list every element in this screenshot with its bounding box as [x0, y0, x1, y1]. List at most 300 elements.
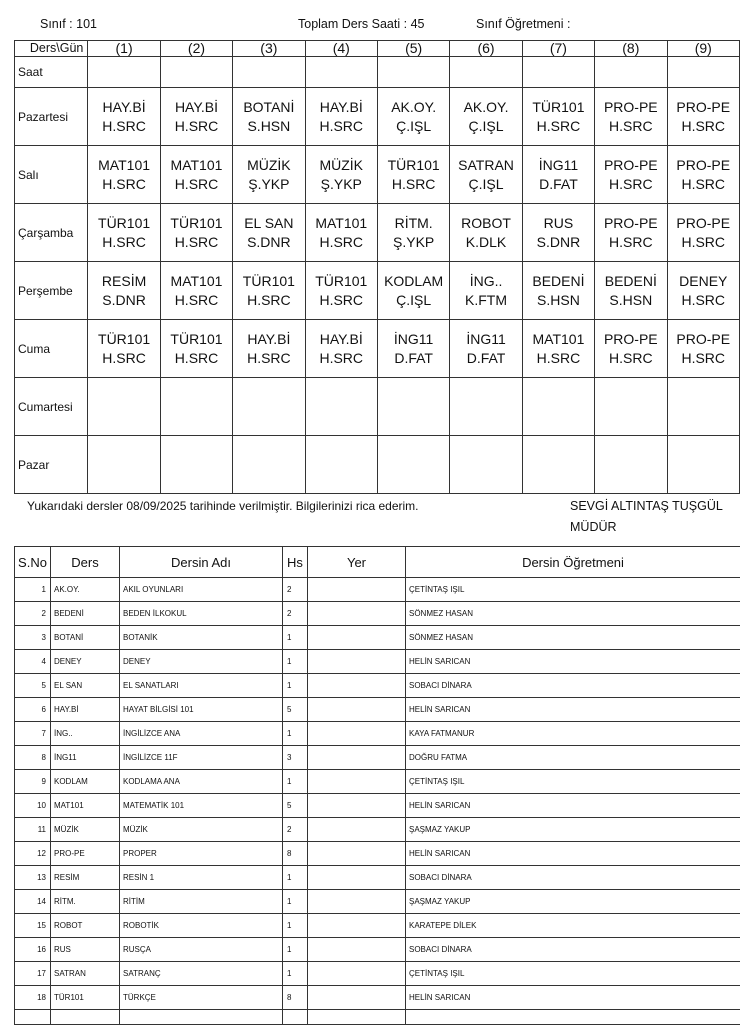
lesson-cell	[595, 378, 667, 436]
lesson-code: PRO-PE	[603, 98, 658, 115]
lesson-teacher-code: H.SRC	[102, 117, 146, 134]
lesson-cell	[88, 204, 160, 262]
row-name: İNGİLİZCE ANA	[120, 722, 283, 746]
lesson-cell	[522, 378, 594, 436]
lesson-cell	[377, 204, 449, 262]
empty-cell	[15, 1010, 51, 1025]
lesson-teacher-code: H.SRC	[319, 291, 364, 308]
row-code: EL SAN	[51, 674, 120, 698]
empty-cell	[308, 1010, 406, 1025]
day-label: Çarşamba	[15, 204, 88, 262]
class-teacher-info	[476, 17, 570, 31]
row-teacher: ÇETİNTAŞ IŞIL	[406, 962, 740, 986]
lesson-cell	[595, 88, 667, 146]
lesson-cell	[667, 320, 739, 378]
period-header: (4)	[305, 41, 377, 57]
hour-cell	[595, 57, 667, 88]
day-label: Salı	[15, 146, 88, 204]
col-header-teacher: Dersin Öğretmeni	[406, 547, 740, 578]
day-row	[15, 262, 740, 320]
lesson-cell	[160, 146, 232, 204]
row-number: 6	[15, 698, 51, 722]
lesson-cell	[233, 146, 305, 204]
lesson-cell	[522, 262, 594, 320]
class-teacher-label: Sınıf Öğretmeni :	[476, 17, 571, 31]
row-place	[308, 962, 406, 986]
period-header: (8)	[595, 41, 667, 57]
hour-row	[15, 57, 740, 88]
lesson-cell	[450, 436, 522, 494]
lesson-cell	[377, 146, 449, 204]
lesson-code: PRO-PE	[603, 214, 658, 231]
hour-label: Saat	[15, 57, 88, 88]
lesson-code: MAT101	[532, 330, 585, 347]
row-place	[308, 602, 406, 626]
total-hours-info	[298, 17, 424, 31]
day-label: Perşembe	[15, 262, 88, 320]
lesson-cell	[377, 320, 449, 378]
lesson-cell	[88, 436, 160, 494]
lesson-list-row	[15, 986, 740, 1010]
signature-title: MÜDÜR	[570, 520, 617, 534]
row-place	[308, 770, 406, 794]
row-number: 14	[15, 890, 51, 914]
lesson-teacher-code: Ç.IŞL	[396, 117, 432, 134]
class-value: 101	[76, 17, 97, 31]
lesson-teacher-code: S.DNR	[536, 233, 581, 250]
row-name: İNGİLİZCE 11F	[120, 746, 283, 770]
row-code: RİTM.	[51, 890, 120, 914]
lesson-code: PRO-PE	[603, 156, 658, 173]
lesson-cell	[595, 262, 667, 320]
lesson-code: KODLAM	[384, 272, 444, 289]
lesson-list-row	[15, 938, 740, 962]
lesson-teacher-code: D.FAT	[466, 349, 506, 366]
row-name: RUSÇA	[120, 938, 283, 962]
hour-cell	[377, 57, 449, 88]
lesson-cell	[88, 88, 160, 146]
row-name: PROPER	[120, 842, 283, 866]
lesson-teacher-code: H.SRC	[319, 117, 364, 134]
row-hours: 8	[283, 986, 308, 1010]
lesson-teacher-code: H.SRC	[247, 349, 291, 366]
lesson-list-row	[15, 650, 740, 674]
lesson-teacher-code: H.SRC	[681, 349, 726, 366]
lesson-code: MAT101	[170, 272, 223, 289]
corner-label: Ders\Gün	[15, 41, 88, 57]
row-code: RUS	[51, 938, 120, 962]
row-teacher: HELİN SARICAN	[406, 794, 740, 818]
lesson-code: HAY.Bİ	[247, 330, 291, 347]
lesson-list-row	[15, 890, 740, 914]
row-hours: 5	[283, 698, 308, 722]
lesson-code: PRO-PE	[676, 156, 731, 173]
class-info	[40, 17, 97, 31]
row-number: 10	[15, 794, 51, 818]
lesson-cell	[522, 88, 594, 146]
row-hours: 5	[283, 794, 308, 818]
row-code: DENEY	[51, 650, 120, 674]
row-name: ROBOTİK	[120, 914, 283, 938]
lesson-code: İNG11	[538, 156, 579, 173]
lesson-code: TÜR101	[170, 214, 223, 231]
row-hours: 2	[283, 578, 308, 602]
lesson-cell	[667, 262, 739, 320]
row-place	[308, 818, 406, 842]
row-code: İNG11	[51, 746, 120, 770]
lesson-teacher-code: H.SRC	[102, 175, 146, 192]
lesson-list-row	[15, 698, 740, 722]
lesson-cell	[377, 378, 449, 436]
hour-cell	[522, 57, 594, 88]
lesson-cell	[450, 262, 522, 320]
row-teacher: HELİN SARICAN	[406, 650, 740, 674]
lesson-teacher-code: H.SRC	[102, 349, 146, 366]
lesson-code: MÜZİK	[319, 156, 364, 173]
lesson-cell	[88, 262, 160, 320]
lesson-cell	[595, 320, 667, 378]
row-name: HAYAT BİLGİSİ 101	[120, 698, 283, 722]
lesson-cell	[522, 320, 594, 378]
row-code: ROBOT	[51, 914, 120, 938]
row-number: 15	[15, 914, 51, 938]
lesson-cell	[305, 88, 377, 146]
row-place	[308, 890, 406, 914]
lesson-teacher-code: H.SRC	[536, 349, 581, 366]
period-header: (7)	[522, 41, 594, 57]
lesson-teacher-code: H.SRC	[102, 233, 146, 250]
lesson-code: TÜR101	[315, 272, 368, 289]
lesson-cell	[667, 204, 739, 262]
lesson-cell	[522, 436, 594, 494]
lesson-cell	[305, 378, 377, 436]
lesson-cell	[450, 378, 522, 436]
row-code: RESİM	[51, 866, 120, 890]
row-number: 11	[15, 818, 51, 842]
row-number: 16	[15, 938, 51, 962]
lesson-cell	[450, 146, 522, 204]
lesson-list-header-row	[15, 547, 740, 578]
row-name: EL SANATLARI	[120, 674, 283, 698]
row-number: 12	[15, 842, 51, 866]
row-teacher: SOBACI DİNARA	[406, 866, 740, 890]
day-row	[15, 436, 740, 494]
lesson-teacher-code: Ş.YKP	[393, 233, 435, 250]
lesson-teacher-code: H.SRC	[174, 233, 219, 250]
lesson-cell	[88, 320, 160, 378]
lesson-cell	[305, 436, 377, 494]
lesson-code: RUS	[543, 214, 574, 231]
row-teacher: ÇETİNTAŞ IŞIL	[406, 578, 740, 602]
lesson-code: HAY.Bİ	[319, 330, 363, 347]
lesson-cell	[305, 204, 377, 262]
row-number: 3	[15, 626, 51, 650]
row-number: 18	[15, 986, 51, 1010]
day-row	[15, 378, 740, 436]
period-header: (1)	[88, 41, 160, 57]
lesson-code: TÜR101	[98, 214, 151, 231]
class-label: Sınıf :	[40, 17, 73, 31]
row-number: 17	[15, 962, 51, 986]
lesson-teacher-code: D.FAT	[394, 349, 433, 366]
lesson-teacher-code: H.SRC	[174, 291, 219, 308]
lesson-code: PRO-PE	[603, 330, 658, 347]
row-name: DENEY	[120, 650, 283, 674]
weekly-schedule-table	[14, 40, 740, 494]
lesson-list-empty-row	[15, 1010, 740, 1025]
day-label: Pazartesi	[15, 88, 88, 146]
lesson-list-row	[15, 674, 740, 698]
row-hours: 1	[283, 962, 308, 986]
lesson-cell	[377, 436, 449, 494]
lesson-teacher-code: Ç.IŞL	[396, 291, 432, 308]
day-label: Cuma	[15, 320, 88, 378]
lesson-code: TÜR101	[170, 330, 223, 347]
hour-cell	[160, 57, 232, 88]
lesson-list-row	[15, 914, 740, 938]
row-name: TÜRKÇE	[120, 986, 283, 1010]
row-number: 5	[15, 674, 51, 698]
row-number: 8	[15, 746, 51, 770]
signature-name: SEVGİ ALTINTAŞ TUŞGÜL	[570, 499, 723, 513]
lesson-list-row	[15, 794, 740, 818]
row-place	[308, 866, 406, 890]
lesson-cell	[305, 320, 377, 378]
lesson-cell	[160, 378, 232, 436]
row-name: RİTİM	[120, 890, 283, 914]
lesson-code: BOTANİ	[243, 98, 295, 115]
lesson-code: EL SAN	[244, 214, 294, 231]
row-place	[308, 698, 406, 722]
row-code: İNG..	[51, 722, 120, 746]
lesson-list-row	[15, 602, 740, 626]
col-header-code: Ders	[51, 547, 120, 578]
hour-cell	[450, 57, 522, 88]
lesson-cell	[233, 320, 305, 378]
row-hours: 1	[283, 626, 308, 650]
hour-cell	[305, 57, 377, 88]
lesson-teacher-code: H.SRC	[681, 117, 726, 134]
lesson-teacher-code: H.SRC	[174, 117, 219, 134]
lesson-cell	[160, 88, 232, 146]
lesson-cell	[522, 204, 594, 262]
row-hours: 1	[283, 674, 308, 698]
lesson-code: TÜR101	[387, 156, 440, 173]
lesson-cell	[305, 146, 377, 204]
lesson-code: BEDENİ	[604, 272, 657, 289]
empty-cell	[283, 1010, 308, 1025]
row-place	[308, 746, 406, 770]
lesson-list-row	[15, 866, 740, 890]
lesson-cell	[160, 204, 232, 262]
row-teacher: SOBACI DİNARA	[406, 938, 740, 962]
schedule-note: Yukarıdaki dersler 08/09/2025 tarihinde verilmiştir. Bilgilerinizi rica ederim.	[27, 499, 419, 513]
lesson-teacher-code: Ç.IŞL	[468, 175, 504, 192]
row-hours: 3	[283, 746, 308, 770]
row-number: 4	[15, 650, 51, 674]
lesson-code: MAT101	[315, 214, 368, 231]
day-label: Cumartesi	[15, 378, 88, 436]
row-hours: 1	[283, 722, 308, 746]
row-place	[308, 842, 406, 866]
row-teacher: HELİN SARICAN	[406, 986, 740, 1010]
lesson-teacher-code: Ç.IŞL	[468, 117, 504, 134]
day-label: Pazar	[15, 436, 88, 494]
hour-cell	[88, 57, 160, 88]
lesson-teacher-code: H.SRC	[609, 117, 653, 134]
lesson-code: HAY.Bİ	[102, 98, 146, 115]
row-hours: 8	[283, 842, 308, 866]
period-header: (5)	[377, 41, 449, 57]
row-teacher: SÖNMEZ HASAN	[406, 602, 740, 626]
lesson-teacher-code: H.SRC	[391, 175, 436, 192]
lesson-teacher-code: H.SRC	[174, 349, 219, 366]
lesson-code: TÜR101	[532, 98, 585, 115]
lesson-list-row	[15, 842, 740, 866]
row-teacher: KAYA FATMANUR	[406, 722, 740, 746]
empty-cell	[51, 1010, 120, 1025]
lesson-code: TÜR101	[98, 330, 151, 347]
lesson-teacher-code: S.HSN	[537, 291, 580, 308]
row-teacher: KARATEPE DİLEK	[406, 914, 740, 938]
row-teacher: HELİN SARICAN	[406, 698, 740, 722]
lesson-cell	[233, 88, 305, 146]
lesson-cell	[667, 88, 739, 146]
period-header: (2)	[160, 41, 232, 57]
lesson-teacher-code: H.SRC	[609, 175, 653, 192]
row-name: BOTANİK	[120, 626, 283, 650]
lesson-code: MAT101	[170, 156, 223, 173]
lesson-teacher-code: S.DNR	[247, 233, 291, 250]
lesson-list-row	[15, 818, 740, 842]
row-place	[308, 914, 406, 938]
lesson-teacher-code: D.FAT	[539, 175, 578, 192]
lesson-code: BEDENİ	[532, 272, 585, 289]
day-row	[15, 204, 740, 262]
lesson-code: TÜR101	[242, 272, 295, 289]
row-place	[308, 986, 406, 1010]
row-name: SATRANÇ	[120, 962, 283, 986]
row-place	[308, 794, 406, 818]
col-header-name: Dersin Adı	[120, 547, 283, 578]
row-teacher: ŞAŞMAZ YAKUP	[406, 890, 740, 914]
lesson-teacher-code: H.SRC	[681, 291, 726, 308]
lesson-code: PRO-PE	[676, 330, 731, 347]
row-hours: 1	[283, 938, 308, 962]
lesson-list-row	[15, 746, 740, 770]
lesson-cell	[233, 262, 305, 320]
hour-cell	[667, 57, 739, 88]
lesson-cell	[595, 146, 667, 204]
lesson-cell	[667, 378, 739, 436]
lesson-cell	[522, 146, 594, 204]
period-header: (6)	[450, 41, 522, 57]
lesson-code: MÜZİK	[247, 156, 291, 173]
row-code: KODLAM	[51, 770, 120, 794]
row-hours: 2	[283, 818, 308, 842]
lesson-cell	[667, 436, 739, 494]
lesson-teacher-code: H.SRC	[247, 291, 291, 308]
lesson-code: RESİM	[101, 272, 147, 289]
lesson-teacher-code: H.SRC	[609, 233, 653, 250]
lesson-teacher-code: S.HSN	[609, 291, 653, 308]
row-hours: 1	[283, 866, 308, 890]
lesson-code: İNG11	[466, 330, 506, 347]
empty-cell	[120, 1010, 283, 1025]
row-code: HAY.Bİ	[51, 698, 120, 722]
row-teacher: SOBACI DİNARA	[406, 674, 740, 698]
row-hours: 1	[283, 914, 308, 938]
lesson-cell	[595, 204, 667, 262]
lesson-cell	[450, 88, 522, 146]
row-place	[308, 578, 406, 602]
col-header-hours: Hs	[283, 547, 308, 578]
hour-cell	[233, 57, 305, 88]
row-code: SATRAN	[51, 962, 120, 986]
lesson-code: AK.OY.	[391, 98, 437, 115]
row-name: AKIL OYUNLARI	[120, 578, 283, 602]
lesson-code: İNG11	[393, 330, 434, 347]
row-place	[308, 674, 406, 698]
lesson-cell	[160, 320, 232, 378]
total-hours-value: 45	[410, 17, 425, 31]
row-name: MATEMATİK 101	[120, 794, 283, 818]
col-header-no: S.No	[15, 547, 51, 578]
row-code: PRO-PE	[51, 842, 120, 866]
lesson-cell	[88, 378, 160, 436]
row-hours: 1	[283, 650, 308, 674]
lesson-code: RİTM.	[394, 214, 433, 231]
row-code: BEDENİ	[51, 602, 120, 626]
day-row	[15, 88, 740, 146]
lesson-cell	[377, 88, 449, 146]
lesson-teacher-code: K.FTM	[465, 291, 508, 308]
lesson-teacher-code: S.HSN	[247, 117, 291, 134]
lesson-cell	[88, 146, 160, 204]
lesson-cell	[160, 262, 232, 320]
lesson-teacher-code: H.SRC	[681, 233, 726, 250]
row-teacher: DOĞRU FATMA	[406, 746, 740, 770]
total-hours-label: Toplam Ders Saati :	[298, 17, 408, 31]
lesson-code: SATRAN	[458, 156, 514, 173]
row-teacher: HELİN SARICAN	[406, 842, 740, 866]
row-number: 1	[15, 578, 51, 602]
row-teacher: ÇETİNTAŞ IŞIL	[406, 770, 740, 794]
schedule-header-row	[15, 41, 740, 57]
lesson-list-row	[15, 770, 740, 794]
lesson-list-row	[15, 626, 740, 650]
row-number: 7	[15, 722, 51, 746]
empty-cell	[406, 1010, 740, 1025]
lesson-cell	[667, 146, 739, 204]
lesson-code: MAT101	[98, 156, 151, 173]
lesson-code: PRO-PE	[676, 98, 731, 115]
row-name: BEDEN İLKOKUL	[120, 602, 283, 626]
row-number: 2	[15, 602, 51, 626]
lesson-teacher-code: H.SRC	[609, 349, 653, 366]
row-name: RESİN 1	[120, 866, 283, 890]
lesson-code: AK.OY.	[463, 98, 509, 115]
lesson-cell	[233, 204, 305, 262]
lesson-code: HAY.Bİ	[319, 98, 363, 115]
lesson-cell	[233, 436, 305, 494]
period-header: (9)	[667, 41, 739, 57]
row-place	[308, 938, 406, 962]
lesson-cell	[233, 378, 305, 436]
period-header: (3)	[233, 41, 305, 57]
row-number: 9	[15, 770, 51, 794]
row-teacher: ŞAŞMAZ YAKUP	[406, 818, 740, 842]
